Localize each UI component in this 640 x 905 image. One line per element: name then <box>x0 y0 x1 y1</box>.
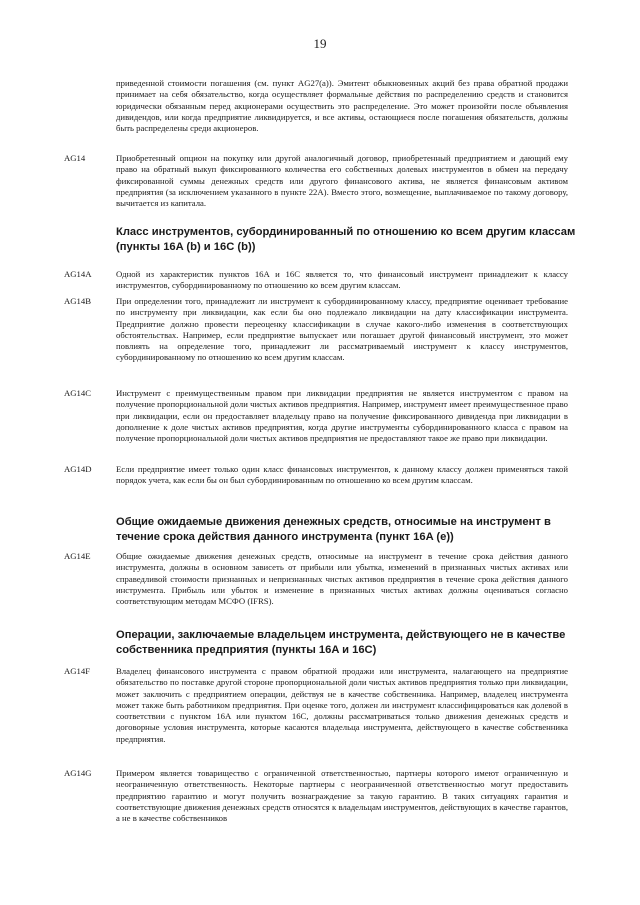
section-heading-holder-transactions: Операции, заключаемые владельцем инструмента, действующего не в качестве собственника предприятия (пункты 16A и 16C) <box>116 629 566 656</box>
paragraph-ag14g: Примером является товарищество с ограниченной ответственностью, партнеры которого имеют ограниченную и неограниченную ответственность. Некоторые партнеры с неограниченной ответственностью могут предоставить предприятию гарантию и могут получить вознаграждение за такую гарантию. В таких ситуациях гарантия и соответствующие движения денежных средств относятся к владельцам инструментов, действующих в качестве гарантов, а не в качестве собственников <box>116 768 568 824</box>
paragraph-ag14b: При определении того, принадлежит ли инструмент к субординированному классу, предприятие оценивает требование по инструменту при ликвидации, как если бы оно подлежало ликвидации на дату классификации инструмента. Предприятие должно провести переоценку классификации в случае какого-либо изменения в соответствующих обстоятельствах. Например, если предприятие выпускает или погашает другой финансовый инструмент, это может повлиять на определение того, принадлежит ли рассматриваемый инструмент к классу инструментов, субординированному по отношению ко всем другим классам. <box>116 296 568 363</box>
intro-paragraph: приведенной стоимости погашения (см. пункт AG27(a)). Эмитент обыкновенных акций без права обратной продажи принимает на себя обязательство, когда осуществляет формальные действия по распределению средств и становится юридически обязанным перед акционерами осуществить это распределение. Это может произойти после объявления дивидендов, или когда предприятие ликвидируется, и все активы, остающиеся после погашения обязательств, должны быть распределены среди акционеров. <box>116 78 568 134</box>
paragraph-ag14d: Если предприятие имеет только один класс финансовых инструментов, к данному классу должен применяться такой порядок учета, как если бы он был субординированным по отношению ко всем другим классам. <box>116 464 568 486</box>
paragraph-label-ag14d: AG14D <box>64 464 92 474</box>
paragraph-ag14e: Общие ожидаемые движения денежных средств, относимые на инструмент в течение срока действия данного инструмента, должны в основном зависеть от прибыли или убытка, изменений в признанных чистых активах или справедливой стоимости признанных и непризнанных чистых активов предприятия в течение срока действия данного инструмента. Прибыль или убыток и изменение в признанных чистых активах должны оцениваться согласно соответствующим методам МСФО (IFRS). <box>116 551 568 607</box>
paragraph-ag14: Приобретенный опцион на покупку или другой аналогичный договор, приобретенный предприятием и дающий ему право на обратный выкуп фиксированного количества его собственных долевых инструментов в обмен на передачу фиксированной суммы денежных средств или другого финансового актива, не является финансовым активом предприятия (за исключением указанного в пункте 22A). Вместо этого, возмещение, выплачиваемое по такому договору, вычитается из капитала. <box>116 153 568 209</box>
paragraph-label-ag14: AG14 <box>64 153 86 163</box>
paragraph-label-ag14g: AG14G <box>64 768 92 778</box>
paragraph-ag14a: Одной из характеристик пунктов 16A и 16C является то, что финансовый инструмент принадлежит к классу инструментов, субординированному по отношению ко всем другим классам. <box>116 269 568 291</box>
section-heading-subordinated-class: Класс инструментов, субординированный по отношению ко всем другим классам (пункты 16A (b) и 16C (b)) <box>116 226 576 253</box>
page-number: 19 <box>313 36 327 51</box>
section-heading-cash-flows: Общие ожидаемые движения денежных средств, относимые на инструмент в течение срока действия данного инструмента (пункт 16A (e)) <box>116 516 551 543</box>
paragraph-label-ag14e: AG14E <box>64 551 91 561</box>
paragraph-label-ag14f: AG14F <box>64 666 91 676</box>
paragraph-label-ag14b: AG14B <box>64 296 92 306</box>
paragraph-label-ag14c: AG14C <box>64 388 92 398</box>
paragraph-label-ag14a: AG14A <box>64 269 92 279</box>
paragraph-ag14f: Владелец финансового инструмента с правом обратной продажи или инструмента, налагающего на предприятие обязательство по поставке другой стороне пропорциональной доли чистых активов предприятия только при ликвидации, может заключить с предприятием операции, действуя не в качестве собственника. Например, владелец инструмента может также быть работником предприятия. При оценке того, должен ли инструмент классифицироваться как долевой в соответствии с пунктом 16A или пунктом 16C, должны рассматриваться только движения денежных средств и договорные условия инструмента, которые касаются владельца инструмента, действующего в качестве собственника предприятия. <box>116 666 568 744</box>
paragraph-ag14c: Инструмент с преимущественным правом при ликвидации предприятия не является инструментом с правом на получение пропорциональной доли чистых активов предприятия. Например, инструмент имеет преимущественное право при ликвидации, если он предоставляет владельцу право на получение фиксированного дивиденда при ликвидации в дополнение к доле чистых активов предприятия, когда другие инструменты субординированного класса с правом на получение пропорциональной доли чистых активов предприятия не предоставляют такое же право при ликвидации. <box>116 388 568 444</box>
